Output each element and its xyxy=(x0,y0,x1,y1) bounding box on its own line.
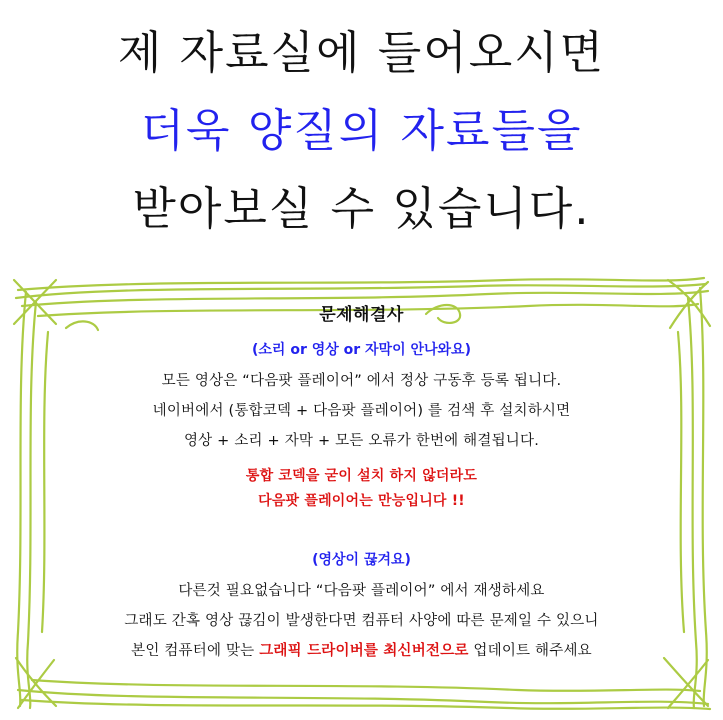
headline-line-1: 제 자료실에 들어오시면 xyxy=(117,26,606,79)
spacer-large xyxy=(40,515,683,549)
note-title: 문제해결사 xyxy=(319,305,404,325)
section1-line-2: 네이버에서 (통합코덱 + 다음팟 플레이어) 를 검색 후 설치하시면 xyxy=(152,403,571,419)
section2-last-emphasis: 그래픽 드라이버를 최신버전으로 xyxy=(259,643,469,659)
section1-emphasis-2: 다음팟 플레이어는 만능입니다 !! xyxy=(258,493,465,509)
section1-line-1: 모든 영상은 “다음팟 플레이어” 에서 정상 구동후 등록 됩니다. xyxy=(161,373,562,389)
note-content xyxy=(40,300,683,669)
headline-block xyxy=(0,14,723,248)
headline-line-3: 받아보실 수 있습니다. xyxy=(132,182,591,235)
section2-line-2: 그래도 간혹 영상 끊김이 발생한다면 컴퓨터 사양에 따른 문제일 수 있으니 xyxy=(124,613,599,629)
section2-last-line xyxy=(40,639,683,660)
section2-last-suffix: 업데이트 해주세요 xyxy=(468,643,592,659)
section2-line-1: 다른것 필요없습니다 “다음팟 플레이어” 에서 재생하세요 xyxy=(178,583,545,599)
section2-last-prefix: 본인 컴퓨터에 맞는 xyxy=(131,643,260,659)
section2-subtitle: (영상이 끊겨요) xyxy=(312,552,411,568)
section1-subtitle: (소리 or 영상 or 자막이 안나와요) xyxy=(252,342,471,358)
section1-line-3: 영상 + 소리 + 자막 + 모든 오류가 한번에 해결됩니다. xyxy=(183,433,540,449)
section1-emphasis-1: 통합 코덱을 굳이 설치 하지 않더라도 xyxy=(245,468,478,484)
headline-line-2: 더욱 양질의 자료들을 xyxy=(140,104,583,157)
